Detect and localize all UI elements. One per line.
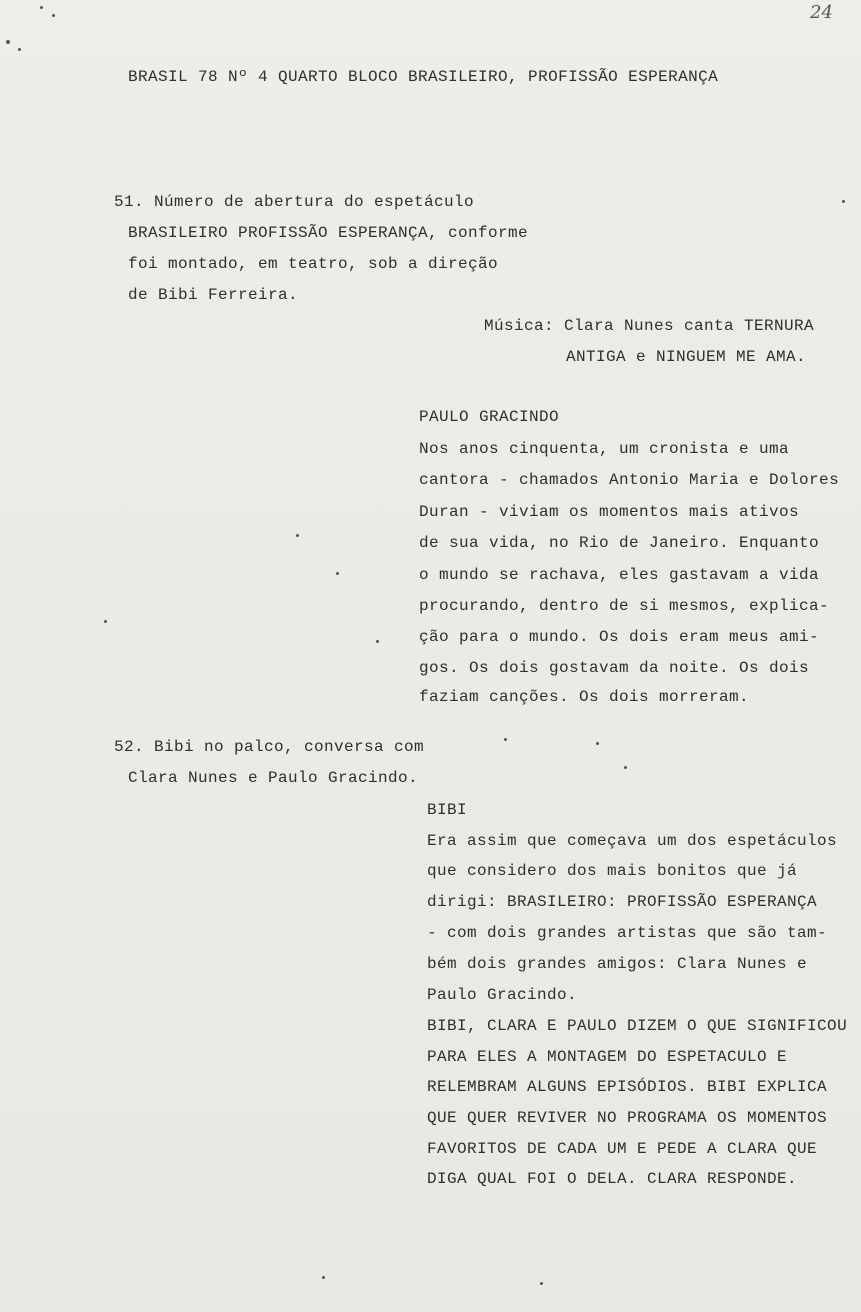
dialogue-line: o mundo se rachava, eles gastavam a vida (419, 566, 820, 584)
paper-speck (322, 1276, 325, 1279)
stage-direction-line: RELEMBRAM ALGUNS EPISÓDIOS. BIBI EXPLICA (427, 1078, 828, 1096)
paper-speck (842, 200, 845, 203)
stage-direction-line: DIGA QUAL FOI O DELA. CLARA RESPONDE. (427, 1170, 798, 1188)
dialogue-line: de sua vida, no Rio de Janeiro. Enquanto (419, 534, 820, 552)
item-51-line: BRASILEIRO PROFISSÃO ESPERANÇA, conforme (128, 224, 529, 242)
paper-speck (40, 6, 43, 9)
dialogue-line: gos. Os dois gostavam da noite. Os dois (419, 659, 810, 677)
paper-speck (6, 40, 10, 44)
stage-direction-line: BIBI, CLARA E PAULO DIZEM O QUE SIGNIFICOU (427, 1017, 848, 1035)
dialogue-line: procurando, dentro de si mesmos, explica- (419, 597, 830, 615)
paper-speck (104, 620, 107, 623)
item-51-line: 51. Número de abertura do espetáculo (114, 193, 475, 211)
paper-speck (596, 742, 599, 745)
music-cue-line: Música: Clara Nunes canta TERNURA (484, 317, 815, 335)
dialogue-line: Era assim que começava um dos espetáculos (427, 832, 838, 850)
music-cue-line: ANTIGA e NINGUEM ME AMA. (566, 348, 807, 366)
speaker-paulo-gracindo: PAULO GRACINDO (419, 408, 560, 426)
item-51-line: de Bibi Ferreira. (128, 286, 299, 304)
dialogue-line: cantora - chamados Antonio Maria e Dolores (419, 471, 840, 489)
speaker-bibi: BIBI (427, 801, 468, 819)
page-header: BRASIL 78 Nº 4 QUARTO BLOCO BRASILEIRO, PROFISSÃO ESPERANÇA (128, 68, 719, 86)
paper-speck (540, 1282, 543, 1285)
item-52-line: Clara Nunes e Paulo Gracindo. (128, 769, 419, 787)
item-52-line: 52. Bibi no palco, conversa com (114, 738, 425, 756)
paper-speck (52, 14, 55, 17)
dialogue-line: ção para o mundo. Os dois eram meus ami- (419, 628, 820, 646)
dialogue-line: Nos anos cinquenta, um cronista e uma (419, 440, 790, 458)
dialogue-line: bém dois grandes amigos: Clara Nunes e (427, 955, 808, 973)
paper-speck (18, 48, 21, 51)
dialogue-line: dirigi: BRASILEIRO: PROFISSÃO ESPERANÇA (427, 893, 818, 911)
paper-speck (624, 766, 627, 769)
paper-speck (336, 572, 339, 575)
stage-direction-line: QUE QUER REVIVER NO PROGRAMA OS MOMENTOS (427, 1109, 828, 1127)
item-51-line: foi montado, em teatro, sob a direção (128, 255, 499, 273)
dialogue-line: que considero dos mais bonitos que já (427, 862, 798, 880)
dialogue-line: Duran - viviam os momentos mais ativos (419, 503, 800, 521)
paper-speck (504, 738, 507, 741)
stage-direction-line: FAVORITOS DE CADA UM E PEDE A CLARA QUE (427, 1140, 818, 1158)
page-number: 24 (810, 2, 833, 23)
dialogue-line: faziam canções. Os dois morreram. (419, 688, 750, 706)
dialogue-line: - com dois grandes artistas que são tam- (427, 924, 828, 942)
paper-speck (376, 640, 379, 643)
dialogue-line: Paulo Gracindo. (427, 986, 578, 1004)
paper-speck (296, 534, 299, 537)
stage-direction-line: PARA ELES A MONTAGEM DO ESPETACULO E (427, 1048, 788, 1066)
